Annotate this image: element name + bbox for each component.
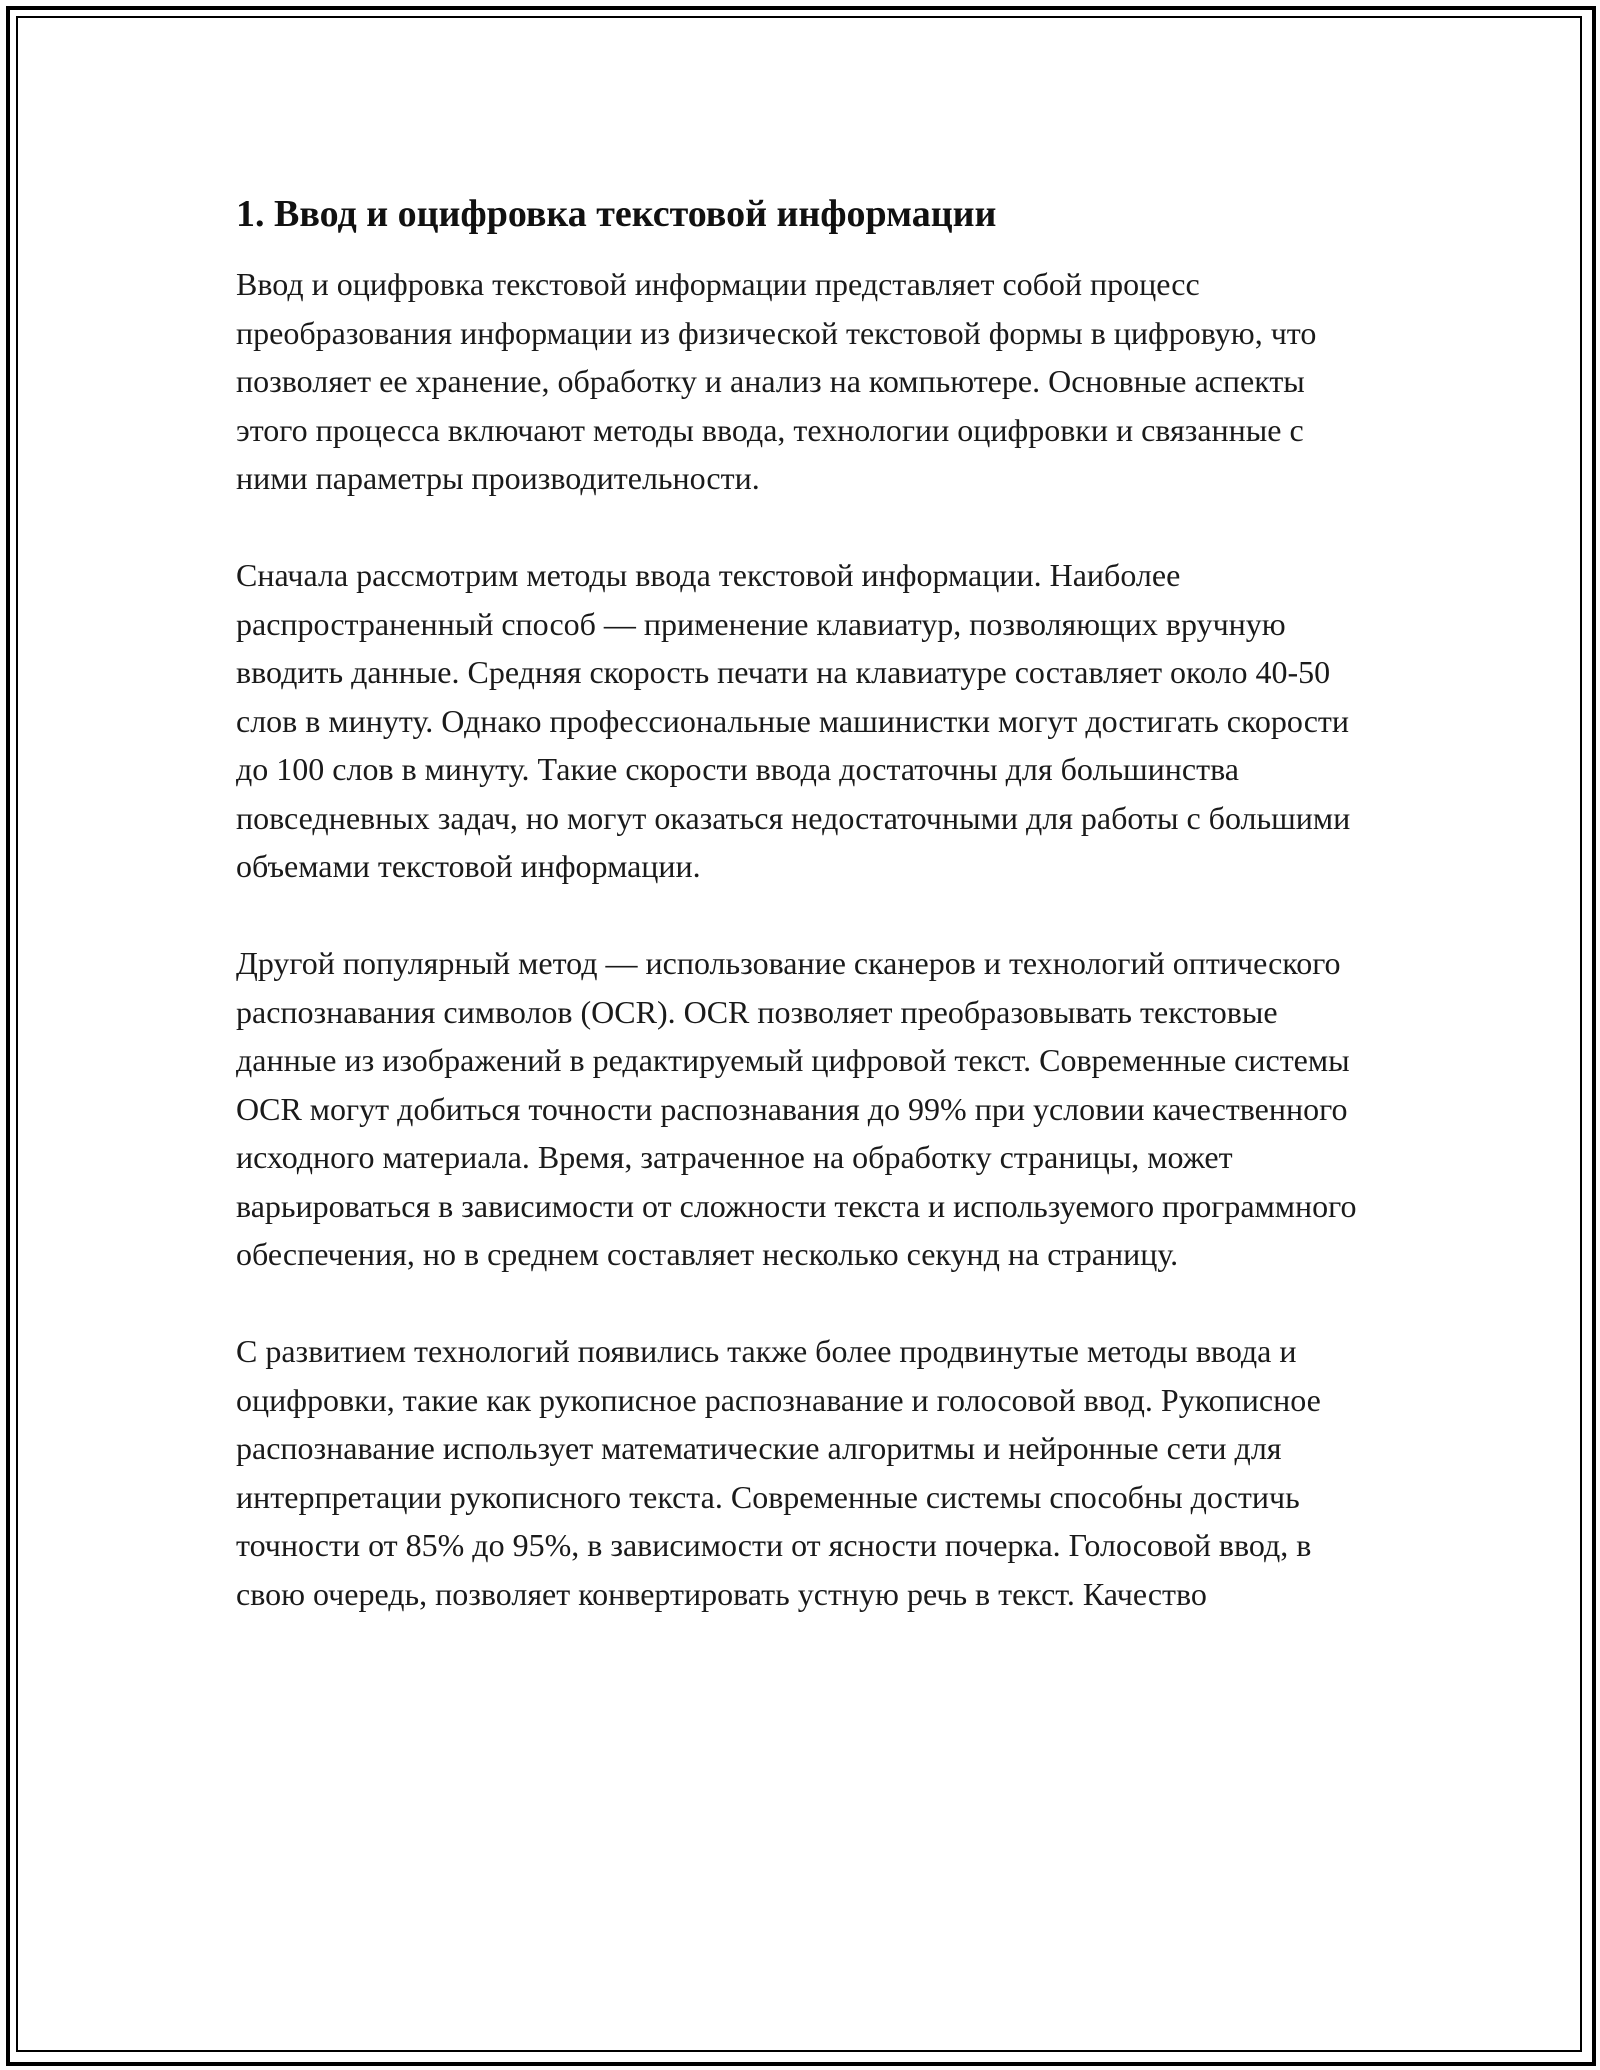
paragraph-keyboard-input: Сначала рассмотрим методы ввода текстовой информации. Наиболее распространенный способ — применение клавиатур, позволяющих вручную вводить данные. Средняя скорость печати на клавиатуре составляет около 40-50 слов в минуту. Однако профессиональные машинистки могут достигать скорости до 100 слов в минуту. Такие скорости ввода достаточны для большинства повседневных задач, но могут оказаться недостаточными для работы с большими объемами текстовой информации. [236,557,1351,884]
paragraph-intro: Ввод и оцифровка текстовой информации представляет собой процесс преобразования информации из физической текстовой формы в цифровую, что позволяет ее хранение, обработку и анализ на компьютере. Основные аспекты этого процесса включают методы ввода, технологии оцифровки и связанные с ними параметры производительности. [236,266,1317,496]
paragraph-advanced-methods: С развитием технологий появились также более продвинутые методы ввода и оцифровки, такие как рукописное распознавание и голосовой ввод. Рукописное распознавание использует математические алгоритмы и нейронные сети для интерпретации рукописного текста. Современные системы способны достичь точности от 85% до 95%, в зависимости от ясности почерка. Голосовой ввод, в свою очередь, позволяет конвертировать устную речь в текст. Качество [236,1333,1321,1612]
paragraph-ocr: Другой популярный метод — использование сканеров и технологий оптического распознавания символов (OCR). OCR позволяет преобразовывать текстовые данные из изображений в редактируемый цифровой текст. Современные системы OCR могут добиться точности распознавания до 99% при условии качественного исходного материала. Время, затраченное на обработку страницы, может варьироваться в зависимости от сложности текста и используемого программного обеспечения, но в среднем составляет несколько секунд на страницу. [236,945,1357,1272]
document-body [236,188,1366,1667]
section-heading: 1. Ввод и оцифровка текстовой информации [236,193,997,235]
